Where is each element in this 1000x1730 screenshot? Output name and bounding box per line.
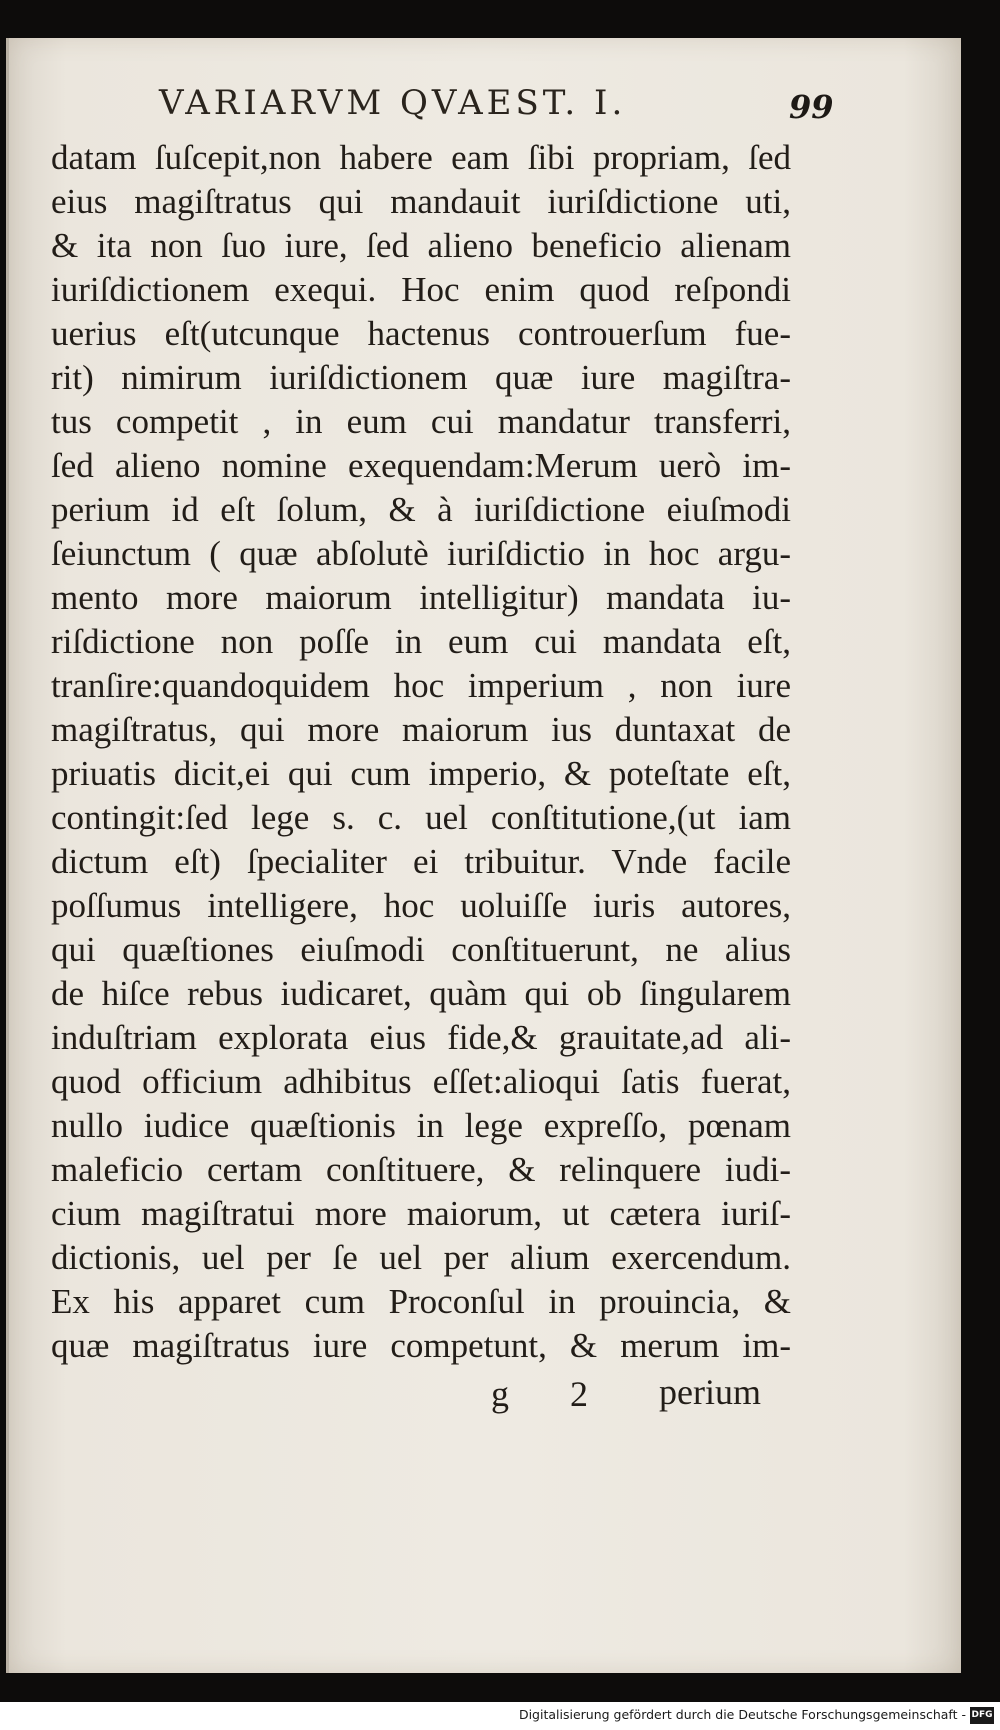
- text-line: nullo iudice quæſtionis in lege expreſſo, pœnam: [51, 1106, 791, 1145]
- text-line: eius magiſtratus qui mandauit iuriſdictione uti,: [51, 182, 791, 221]
- text-line: rit) nimirum iuriſdictionem quæ iure magiſtra-: [51, 358, 791, 397]
- text-line: qui quæſtiones eiuſmodi conſtituerunt, ne alius: [51, 930, 791, 969]
- text-line: & ita non ſuo iure, ſed alieno beneficio alienam: [51, 226, 791, 265]
- footer-strip: [0, 1702, 1000, 1730]
- text-line: uerius eſt(utcunque hactenus controuerſum fue-: [51, 314, 791, 353]
- text-line: dictum eſt) ſpecialiter ei tribuitur. Vnde facile: [51, 842, 791, 881]
- text-line: ſed alieno nomine exequendam:Merum uerò im-: [51, 446, 791, 485]
- text-line: de hiſce rebus iudicaret, quàm qui ob ſingularem: [51, 974, 791, 1013]
- text-line: quæ magiſtratus iure competunt, & merum im-: [51, 1326, 791, 1365]
- text-line: poſſumus intelligere, hoc uoluiſſe iuris autores,: [51, 886, 791, 925]
- running-head: VARIARVM QVAEST. I.: [159, 83, 627, 123]
- text-line: contingit:ſed lege s. c. uel conſtitutione,(ut iam: [51, 798, 791, 837]
- text-line: tus competit , in eum cui mandatur transferri,: [51, 402, 791, 441]
- text-line: riſdictione non poſſe in eum cui mandata eſt,: [51, 622, 791, 661]
- page-number: 99: [789, 88, 834, 126]
- text-line: mento more maiorum intelligitur) mandata iu-: [51, 578, 791, 617]
- text-line: priuatis dicit,ei qui cum imperio, & poteſtate eſt,: [51, 754, 791, 793]
- text-line: datam ſuſcepit,non habere eam ſibi propriam, ſed: [51, 138, 791, 177]
- text-line: perium id eſt ſolum, & à iuriſdictione eiuſmodi: [51, 490, 791, 529]
- dfg-logo-icon: DFG: [970, 1707, 994, 1724]
- text-line: Ex his apparet cum Proconſul in prouincia, &: [51, 1282, 791, 1321]
- text-line: cium magiſtratui more maiorum, ut cætera iuriſ-: [51, 1194, 791, 1233]
- text-line: iuriſdictionem exequi. Hoc enim quod reſpondi: [51, 270, 791, 309]
- body-text: [51, 136, 791, 1368]
- footer-credit: Digitalisierung gefördert durch die Deutsche Forschungsgemeinschaft -: [518, 1707, 966, 1722]
- text-line: induſtriam explorata eius fide,& grauitate,ad ali-: [51, 1018, 791, 1057]
- text-line: quod officium adhibitus eſſet:alioqui ſatis fuerat,: [51, 1062, 791, 1101]
- signature-mark: g 2: [491, 1374, 614, 1414]
- text-line: magiſtratus, qui more maiorum ius duntaxat de: [51, 710, 791, 749]
- book-page: [6, 38, 961, 1673]
- text-line: ſeiunctum ( quæ abſolutè iuriſdictio in hoc argu-: [51, 534, 791, 573]
- text-line: tranſire:quandoquidem hoc imperium , non iure: [51, 666, 791, 705]
- catchword: perium: [659, 1372, 761, 1412]
- text-line: dictionis, uel per ſe uel per alium exercendum.: [51, 1238, 791, 1277]
- text-line: maleficio certam conſtituere, & relinquere iudi-: [51, 1150, 791, 1189]
